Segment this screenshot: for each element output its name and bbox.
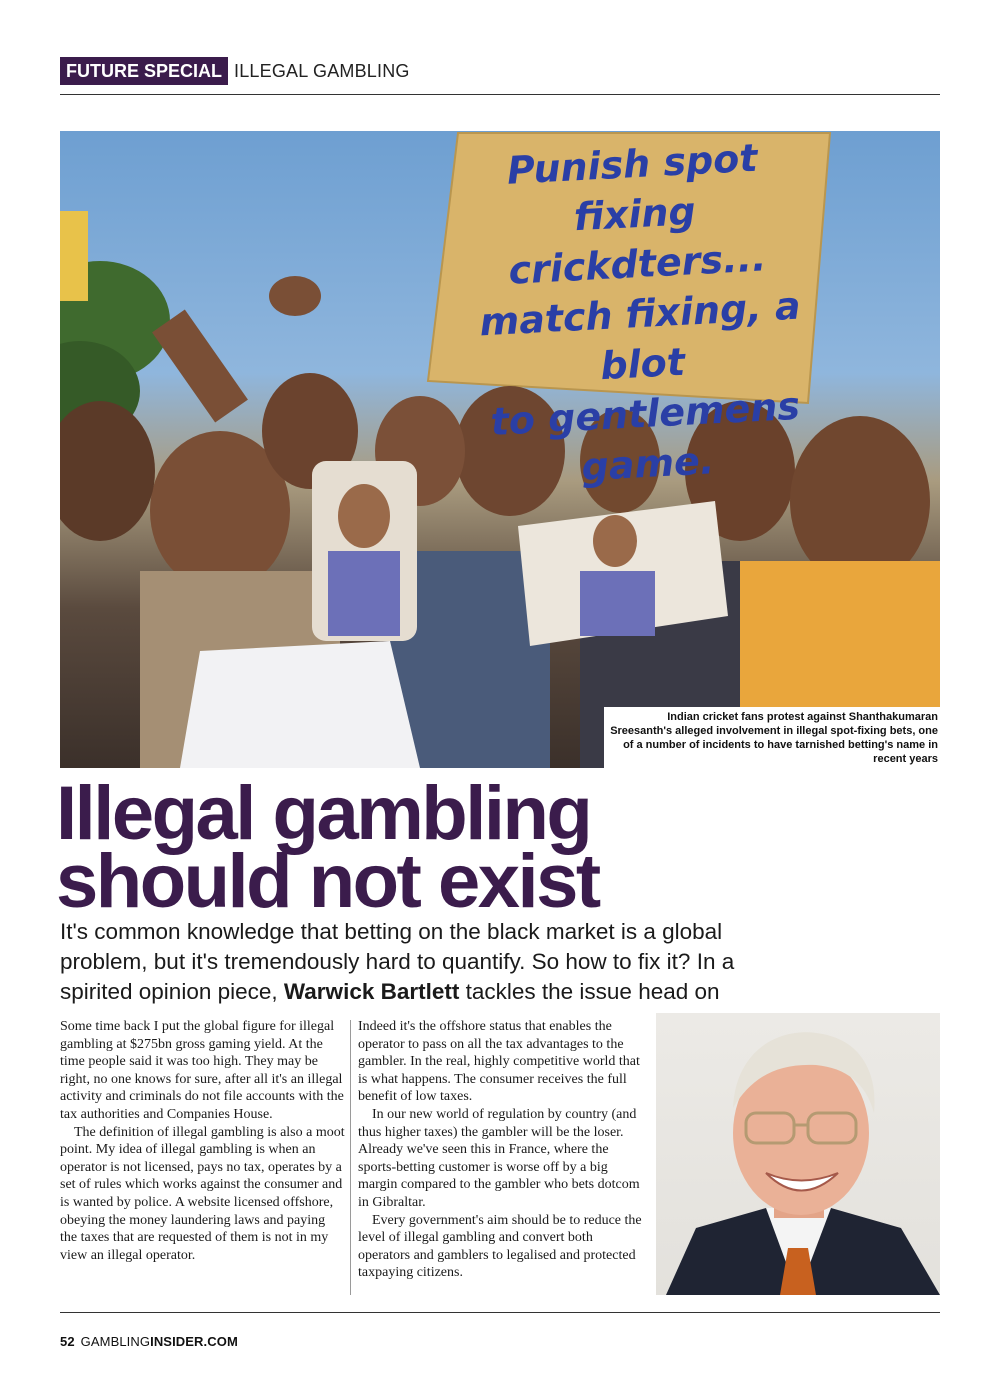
headline-line-1: Illegal gambling <box>56 771 591 856</box>
body-paragraph: Indeed it's the offshore status that enables the operator to pass on all the tax advantages to the gambler. In the real, highly competitive world that is what happens. The consumer receives the full benefit of low taxes. <box>358 1019 640 1105</box>
article-standfirst <box>60 917 790 1007</box>
standfirst-text: It's common knowledge that betting on the black market is a global problem, but it's tremendously hard to quantify. So how to fix it? In a spirited opinion piece, <box>60 919 735 1004</box>
site-name-prefix: GAMBLING <box>80 1334 151 1349</box>
page-footer <box>60 1334 238 1349</box>
headline-line-2: should not exist <box>56 839 599 924</box>
body-paragraph: The definition of illegal gambling is also a moot point. My idea of illegal gambling is when an operator is not licensed, pays no tax, operates by a set of rules which works against the consumer and is wanted by police. A website licensed offshore, obeying the money laundering laws and paying the taxes that are requested of them is not in my view an illegal operator. <box>60 1124 345 1263</box>
section-header <box>60 57 410 85</box>
footer-rule <box>60 1312 940 1313</box>
site-name-suffix: INSIDER.COM <box>150 1334 238 1349</box>
section-topic: ILLEGAL GAMBLING <box>234 60 410 81</box>
body-paragraph: In our new world of regulation by country (and thus higher taxes) the gambler will be the loser. Already we've seen this in France, where the sports-betting customer is worse off by a big margin compared to the gambler who bets dotcom in Gibraltar. <box>358 1106 640 1210</box>
body-column-2 <box>358 1018 643 1282</box>
author-portrait <box>656 1013 940 1295</box>
placard-line: crickdters... <box>507 235 768 293</box>
header-rule <box>60 94 940 95</box>
section-tag: FUTURE SPECIAL <box>60 57 228 85</box>
page-number: 52 <box>60 1334 75 1349</box>
placard-line: match fixing, a blot <box>478 283 802 389</box>
photo-caption: Indian cricket fans protest against Shanthakumaran Sreesanth's alleged involvement in illegal spot-fixing bets, one of a number of incidents to have tarnished betting's name in recent years <box>604 707 940 768</box>
portrait-illustration <box>656 1013 940 1295</box>
hero-photo <box>60 131 940 768</box>
article-headline <box>56 771 956 924</box>
placard-text <box>456 131 824 498</box>
body-paragraph: Every government's aim should be to reduce the level of illegal gambling and convert both operators and gamblers to legalised and protected taxpaying citizens. <box>358 1212 642 1281</box>
placard-line: to gentlemens <box>489 383 801 444</box>
placard-line: Punish spot fixing <box>505 135 759 240</box>
author-name: Warwick Bartlett <box>283 979 460 1004</box>
body-column-1 <box>60 1018 345 1264</box>
column-divider <box>350 1020 351 1295</box>
placard-line: game. <box>580 438 716 490</box>
body-paragraph: Some time back I put the global figure for illegal gambling at $275bn gross gaming yield. At the time people said it was too high. They may be right, no one knows for sure, after all it's an illegal activity and criminals do not file accounts with the tax authorities and Companies House. <box>60 1019 344 1122</box>
standfirst-text-end: tackles the issue head on <box>459 979 720 1004</box>
